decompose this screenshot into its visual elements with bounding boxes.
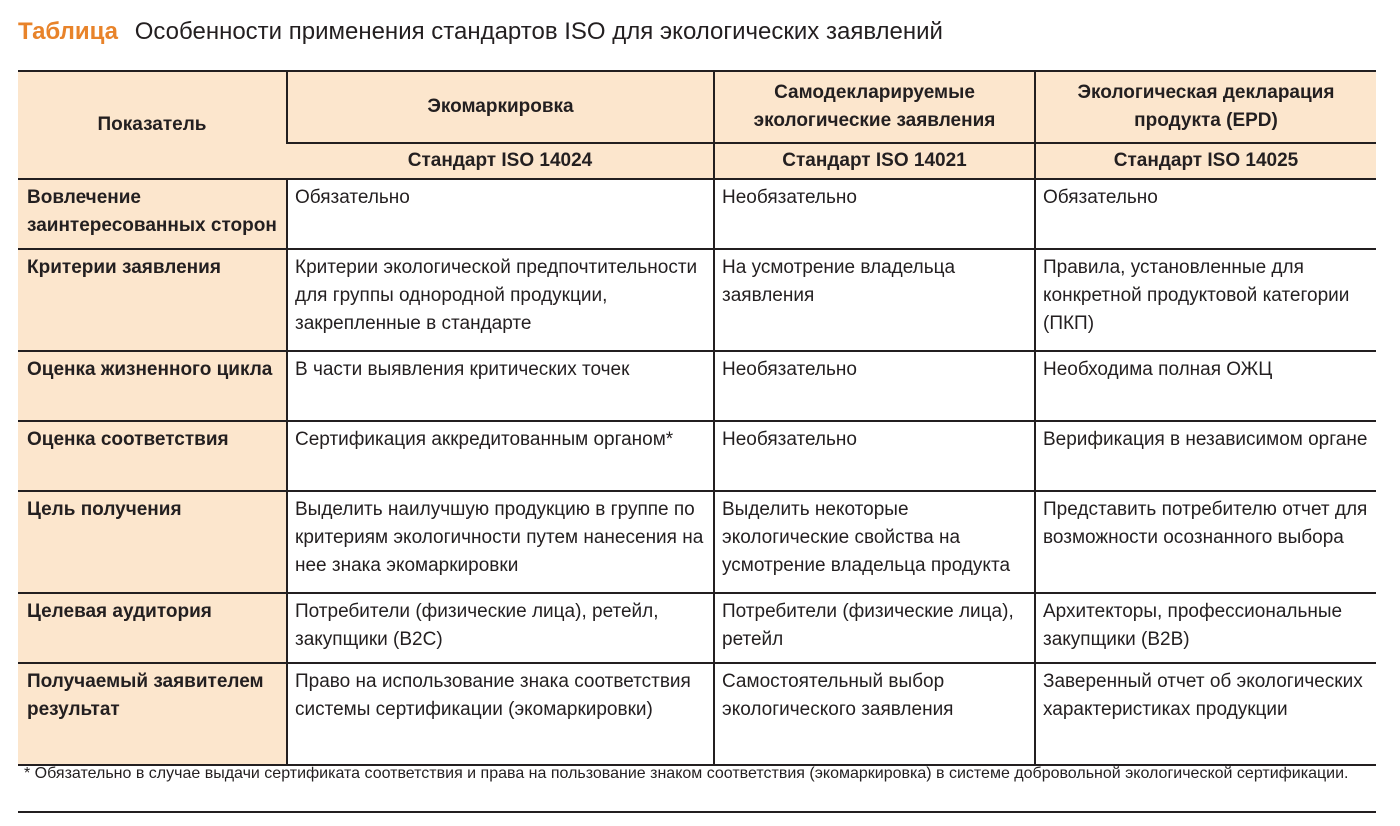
table-cell: Необязательно	[714, 351, 1035, 421]
table-cell: Самостоятельный выбор экологического заявления	[714, 663, 1035, 765]
row-label: Критерии заявления	[18, 249, 287, 351]
table-cell: Архитекторы, профессиональные закупщики (B2B)	[1035, 593, 1376, 663]
footnote-divider	[18, 811, 1376, 813]
table-row	[18, 593, 1376, 663]
standard-header-self-declared: Стандарт ISO 14021	[714, 143, 1035, 179]
table-cell: Потребители (физические лица), ретейл	[714, 593, 1035, 663]
table-cell: В части выявления критических точек	[287, 351, 714, 421]
table-title	[18, 18, 943, 46]
row-label: Получаемый заявителем результат	[18, 663, 287, 765]
table-cell: Представить потребителю отчет для возможности осознанного выбора	[1035, 491, 1376, 593]
table-row	[18, 491, 1376, 593]
table-cell: Право на использование знака соответствия системы сертификации (экомаркировки)	[287, 663, 714, 765]
table-cell: Потребители (физические лица), ретейл, закупщики (B2C)	[287, 593, 714, 663]
row-label: Вовлечение заинтересованных сторон	[18, 179, 287, 249]
table-cell: Обязательно	[1035, 179, 1376, 249]
row-label: Оценка соответствия	[18, 421, 287, 491]
table-cell: Верификация в независимом органе	[1035, 421, 1376, 491]
standard-header-epd: Стандарт ISO 14025	[1035, 143, 1376, 179]
footnote: * Обязательно в случае выдачи сертификата соответствия и права на пользование знаком соответствия (экомаркировка) в системе добровольной экологической сертификации.	[24, 765, 1349, 782]
column-header-epd: Экологическая декларация продукта (EPD)	[1035, 71, 1376, 143]
table-cell: Выделить некоторые экологические свойства на усмотрение владельца продукта	[714, 491, 1035, 593]
table-cell: Необязательно	[714, 179, 1035, 249]
table-row	[18, 249, 1376, 351]
column-header-ecolabel: Экомаркировка	[287, 71, 714, 143]
column-header-self-declared: Самодекларируемые экологические заявления	[714, 71, 1035, 143]
table-title-lead: Таблица	[18, 18, 119, 45]
standard-header-ecolabel: Стандарт ISO 14024	[287, 143, 714, 179]
table-cell: Выделить наилучшую продукцию в группе по критериям экологичности путем нанесения на нее знака экомаркировки	[287, 491, 714, 593]
header-row	[18, 71, 1376, 143]
table-cell: Правила, установленные для конкретной продуктовой категории (ПКП)	[1035, 249, 1376, 351]
table-cell: Заверенный отчет об экологических характеристиках продукции	[1035, 663, 1376, 765]
table-row	[18, 179, 1376, 249]
row-label: Целевая аудитория	[18, 593, 287, 663]
row-label: Оценка жизненного цикла	[18, 351, 287, 421]
corner-header: Показатель	[18, 71, 287, 179]
table-cell: Обязательно	[287, 179, 714, 249]
table-cell: На усмотрение владельца заявления	[714, 249, 1035, 351]
table-cell: Сертификация аккредитованным органом*	[287, 421, 714, 491]
table-row	[18, 421, 1376, 491]
table-row	[18, 663, 1376, 765]
table-cell: Необходима полная ОЖЦ	[1035, 351, 1376, 421]
table-cell: Необязательно	[714, 421, 1035, 491]
row-label: Цель получения	[18, 491, 287, 593]
table-title-text: Особенности применения стандартов ISO для экологических заявлений	[134, 18, 943, 45]
comparison-table	[18, 70, 1376, 766]
table-cell: Критерии экологической предпочтительности для группы однородной продукции, закрепленные в стандарте	[287, 249, 714, 351]
table-row	[18, 351, 1376, 421]
